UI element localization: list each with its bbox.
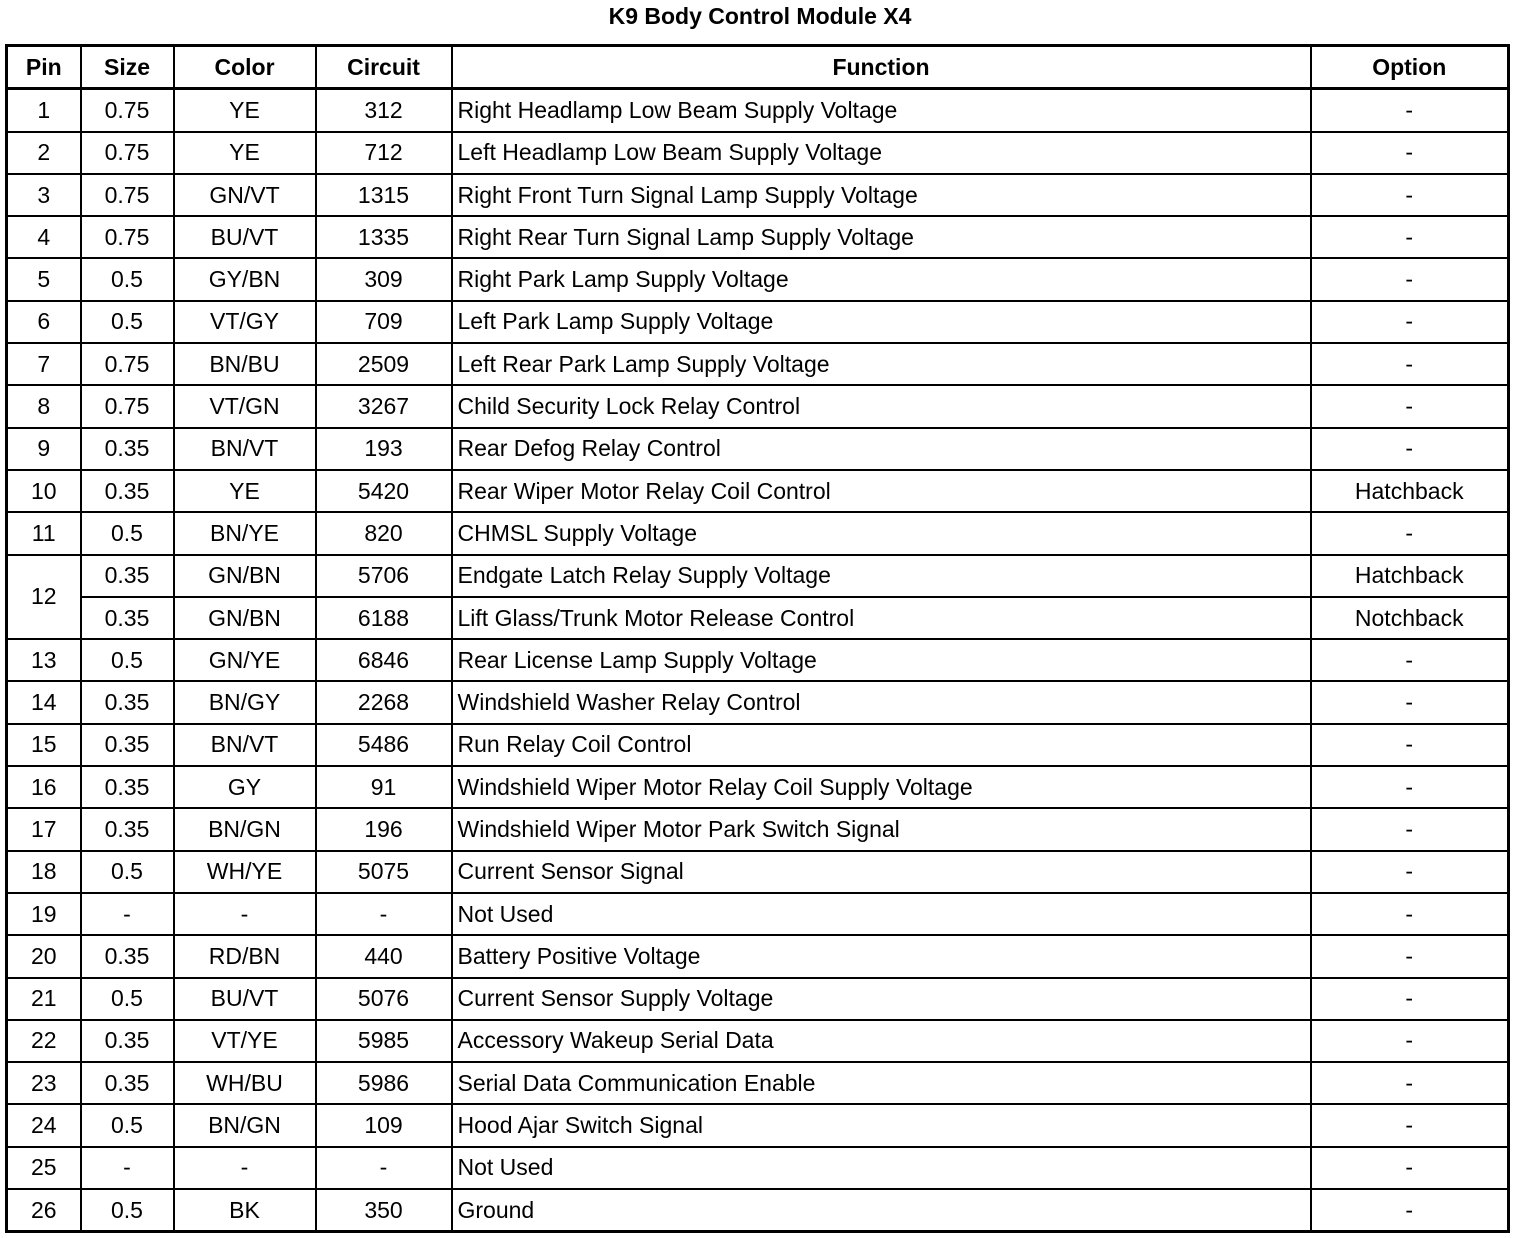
header-color: Color <box>174 46 316 89</box>
cell-circuit: 712 <box>316 132 452 174</box>
cell-function: Ground <box>452 1189 1311 1232</box>
table-row <box>7 851 1509 893</box>
cell-option: - <box>1311 639 1509 681</box>
cell-pin: 10 <box>7 470 81 512</box>
cell-option: - <box>1311 978 1509 1020</box>
cell-size: 0.5 <box>81 512 174 554</box>
table-row <box>7 1189 1509 1232</box>
table-row <box>7 428 1509 470</box>
cell-option: - <box>1311 893 1509 935</box>
header-option: Option <box>1311 46 1509 89</box>
cell-pin: 13 <box>7 639 81 681</box>
cell-color: BN/BU <box>174 343 316 385</box>
cell-option: - <box>1311 808 1509 850</box>
cell-circuit: 440 <box>316 935 452 977</box>
cell-circuit: - <box>316 893 452 935</box>
table-row <box>7 385 1509 427</box>
cell-size: 0.35 <box>81 428 174 470</box>
cell-function: Right Park Lamp Supply Voltage <box>452 258 1311 300</box>
cell-size: 0.35 <box>81 597 174 639</box>
cell-option: - <box>1311 428 1509 470</box>
cell-circuit: 5706 <box>316 555 452 597</box>
cell-color: VT/GN <box>174 385 316 427</box>
table-row <box>7 808 1509 850</box>
cell-color: YE <box>174 132 316 174</box>
cell-pin: 2 <box>7 132 81 174</box>
cell-function: Left Rear Park Lamp Supply Voltage <box>452 343 1311 385</box>
table-row <box>7 1147 1509 1189</box>
cell-function: Hood Ajar Switch Signal <box>452 1104 1311 1146</box>
cell-function: Right Rear Turn Signal Lamp Supply Voltage <box>452 216 1311 258</box>
cell-circuit: 196 <box>316 808 452 850</box>
cell-color: YE <box>174 470 316 512</box>
cell-option: - <box>1311 385 1509 427</box>
table-row <box>7 893 1509 935</box>
cell-pin: 16 <box>7 766 81 808</box>
cell-size: 0.5 <box>81 258 174 300</box>
cell-option: - <box>1311 1020 1509 1062</box>
cell-color: GN/BN <box>174 555 316 597</box>
table-row <box>7 681 1509 723</box>
cell-function: Windshield Wiper Motor Park Switch Signal <box>452 808 1311 850</box>
table-row <box>7 512 1509 554</box>
cell-function: Child Security Lock Relay Control <box>452 385 1311 427</box>
cell-function: Not Used <box>452 1147 1311 1189</box>
cell-option: - <box>1311 1189 1509 1232</box>
cell-function: Serial Data Communication Enable <box>452 1062 1311 1104</box>
cell-color: BN/GN <box>174 808 316 850</box>
cell-circuit: 5985 <box>316 1020 452 1062</box>
cell-pin: 11 <box>7 512 81 554</box>
table-row <box>7 258 1509 300</box>
cell-option: - <box>1311 1062 1509 1104</box>
cell-pin: 7 <box>7 343 81 385</box>
cell-option: - <box>1311 681 1509 723</box>
cell-function: Accessory Wakeup Serial Data <box>452 1020 1311 1062</box>
cell-circuit: 6188 <box>316 597 452 639</box>
header-circuit: Circuit <box>316 46 452 89</box>
cell-function: Lift Glass/Trunk Motor Release Control <box>452 597 1311 639</box>
cell-pin: 21 <box>7 978 81 1020</box>
cell-size: 0.5 <box>81 851 174 893</box>
cell-function: Not Used <box>452 893 1311 935</box>
cell-color: WH/YE <box>174 851 316 893</box>
cell-function: Left Park Lamp Supply Voltage <box>452 301 1311 343</box>
cell-option: Hatchback <box>1311 470 1509 512</box>
cell-pin: 12 <box>7 555 81 640</box>
cell-circuit: 3267 <box>316 385 452 427</box>
pinout-table <box>5 44 1510 1233</box>
cell-pin: 24 <box>7 1104 81 1146</box>
cell-circuit: 5486 <box>316 724 452 766</box>
cell-color: BK <box>174 1189 316 1232</box>
cell-option: - <box>1311 851 1509 893</box>
table-row <box>7 301 1509 343</box>
cell-color: BU/VT <box>174 978 316 1020</box>
cell-option: - <box>1311 132 1509 174</box>
cell-pin: 26 <box>7 1189 81 1232</box>
cell-option: - <box>1311 258 1509 300</box>
cell-size: 0.35 <box>81 555 174 597</box>
cell-color: GY <box>174 766 316 808</box>
cell-circuit: 309 <box>316 258 452 300</box>
cell-circuit: 820 <box>316 512 452 554</box>
cell-option: - <box>1311 724 1509 766</box>
cell-circuit: 1335 <box>316 216 452 258</box>
table-row <box>7 935 1509 977</box>
cell-pin: 18 <box>7 851 81 893</box>
cell-circuit: 5420 <box>316 470 452 512</box>
table-row <box>7 216 1509 258</box>
cell-function: Right Headlamp Low Beam Supply Voltage <box>452 89 1311 132</box>
cell-function: Endgate Latch Relay Supply Voltage <box>452 555 1311 597</box>
cell-size: 0.75 <box>81 174 174 216</box>
cell-option: - <box>1311 766 1509 808</box>
cell-circuit: 5075 <box>316 851 452 893</box>
cell-size: - <box>81 893 174 935</box>
cell-option: - <box>1311 89 1509 132</box>
table-row <box>7 766 1509 808</box>
cell-size: 0.75 <box>81 343 174 385</box>
cell-color: BU/VT <box>174 216 316 258</box>
cell-size: 0.75 <box>81 216 174 258</box>
cell-size: 0.5 <box>81 1104 174 1146</box>
cell-pin: 8 <box>7 385 81 427</box>
cell-option: Hatchback <box>1311 555 1509 597</box>
cell-size: 0.5 <box>81 1189 174 1232</box>
cell-function: CHMSL Supply Voltage <box>452 512 1311 554</box>
cell-pin: 5 <box>7 258 81 300</box>
cell-size: 0.35 <box>81 1062 174 1104</box>
cell-circuit: 109 <box>316 1104 452 1146</box>
cell-pin: 17 <box>7 808 81 850</box>
cell-color: - <box>174 1147 316 1189</box>
cell-circuit: 350 <box>316 1189 452 1232</box>
cell-option: - <box>1311 1147 1509 1189</box>
cell-circuit: 1315 <box>316 174 452 216</box>
cell-color: GN/YE <box>174 639 316 681</box>
cell-circuit: 312 <box>316 89 452 132</box>
cell-function: Current Sensor Supply Voltage <box>452 978 1311 1020</box>
cell-function: Windshield Washer Relay Control <box>452 681 1311 723</box>
cell-circuit: 193 <box>316 428 452 470</box>
cell-color: WH/BU <box>174 1062 316 1104</box>
cell-function: Battery Positive Voltage <box>452 935 1311 977</box>
cell-size: 0.5 <box>81 978 174 1020</box>
cell-color: VT/YE <box>174 1020 316 1062</box>
cell-pin: 9 <box>7 428 81 470</box>
cell-pin: 22 <box>7 1020 81 1062</box>
cell-option: - <box>1311 343 1509 385</box>
cell-option: - <box>1311 935 1509 977</box>
table-row <box>7 597 1509 639</box>
cell-circuit: 6846 <box>316 639 452 681</box>
cell-color: RD/BN <box>174 935 316 977</box>
table-row <box>7 132 1509 174</box>
cell-color: GN/VT <box>174 174 316 216</box>
table-row <box>7 1062 1509 1104</box>
cell-function: Rear License Lamp Supply Voltage <box>452 639 1311 681</box>
cell-circuit: 91 <box>316 766 452 808</box>
cell-function: Current Sensor Signal <box>452 851 1311 893</box>
cell-pin: 3 <box>7 174 81 216</box>
cell-color: - <box>174 893 316 935</box>
cell-size: 0.75 <box>81 89 174 132</box>
table-row <box>7 174 1509 216</box>
table-row <box>7 1020 1509 1062</box>
cell-circuit: 5986 <box>316 1062 452 1104</box>
cell-color: GN/BN <box>174 597 316 639</box>
cell-size: 0.5 <box>81 301 174 343</box>
cell-pin: 25 <box>7 1147 81 1189</box>
table-row <box>7 555 1509 597</box>
cell-option: - <box>1311 216 1509 258</box>
table-row <box>7 978 1509 1020</box>
cell-function: Right Front Turn Signal Lamp Supply Voltage <box>452 174 1311 216</box>
cell-size: 0.75 <box>81 132 174 174</box>
cell-circuit: 5076 <box>316 978 452 1020</box>
cell-size: 0.35 <box>81 935 174 977</box>
cell-circuit: - <box>316 1147 452 1189</box>
cell-option: - <box>1311 1104 1509 1146</box>
cell-size: 0.35 <box>81 1020 174 1062</box>
table-row <box>7 639 1509 681</box>
cell-option: - <box>1311 174 1509 216</box>
cell-color: BN/GN <box>174 1104 316 1146</box>
cell-size: 0.35 <box>81 808 174 850</box>
cell-size: 0.35 <box>81 470 174 512</box>
cell-pin: 14 <box>7 681 81 723</box>
cell-color: BN/YE <box>174 512 316 554</box>
cell-circuit: 2268 <box>316 681 452 723</box>
header-pin: Pin <box>7 46 81 89</box>
cell-pin: 20 <box>7 935 81 977</box>
cell-color: BN/GY <box>174 681 316 723</box>
cell-color: BN/VT <box>174 724 316 766</box>
header-function: Function <box>452 46 1311 89</box>
cell-size: 0.35 <box>81 681 174 723</box>
table-row <box>7 470 1509 512</box>
cell-function: Windshield Wiper Motor Relay Coil Supply Voltage <box>452 766 1311 808</box>
cell-size: - <box>81 1147 174 1189</box>
cell-pin: 6 <box>7 301 81 343</box>
cell-pin: 4 <box>7 216 81 258</box>
cell-color: BN/VT <box>174 428 316 470</box>
cell-function: Left Headlamp Low Beam Supply Voltage <box>452 132 1311 174</box>
cell-option: - <box>1311 301 1509 343</box>
document-title: K9 Body Control Module X4 <box>608 3 912 29</box>
cell-size: 0.75 <box>81 385 174 427</box>
header-row <box>7 46 1509 89</box>
table-row <box>7 724 1509 766</box>
cell-pin: 1 <box>7 89 81 132</box>
table-row <box>7 89 1509 132</box>
cell-function: Run Relay Coil Control <box>452 724 1311 766</box>
header-size: Size <box>81 46 174 89</box>
table-row <box>7 1104 1509 1146</box>
cell-circuit: 709 <box>316 301 452 343</box>
cell-size: 0.35 <box>81 724 174 766</box>
cell-color: YE <box>174 89 316 132</box>
cell-function: Rear Wiper Motor Relay Coil Control <box>452 470 1311 512</box>
cell-color: VT/GY <box>174 301 316 343</box>
cell-option: - <box>1311 512 1509 554</box>
cell-circuit: 2509 <box>316 343 452 385</box>
cell-pin: 19 <box>7 893 81 935</box>
cell-pin: 23 <box>7 1062 81 1104</box>
table-row <box>7 343 1509 385</box>
cell-function: Rear Defog Relay Control <box>452 428 1311 470</box>
cell-size: 0.35 <box>81 766 174 808</box>
cell-color: GY/BN <box>174 258 316 300</box>
cell-size: 0.5 <box>81 639 174 681</box>
cell-pin: 15 <box>7 724 81 766</box>
cell-option: Notchback <box>1311 597 1509 639</box>
